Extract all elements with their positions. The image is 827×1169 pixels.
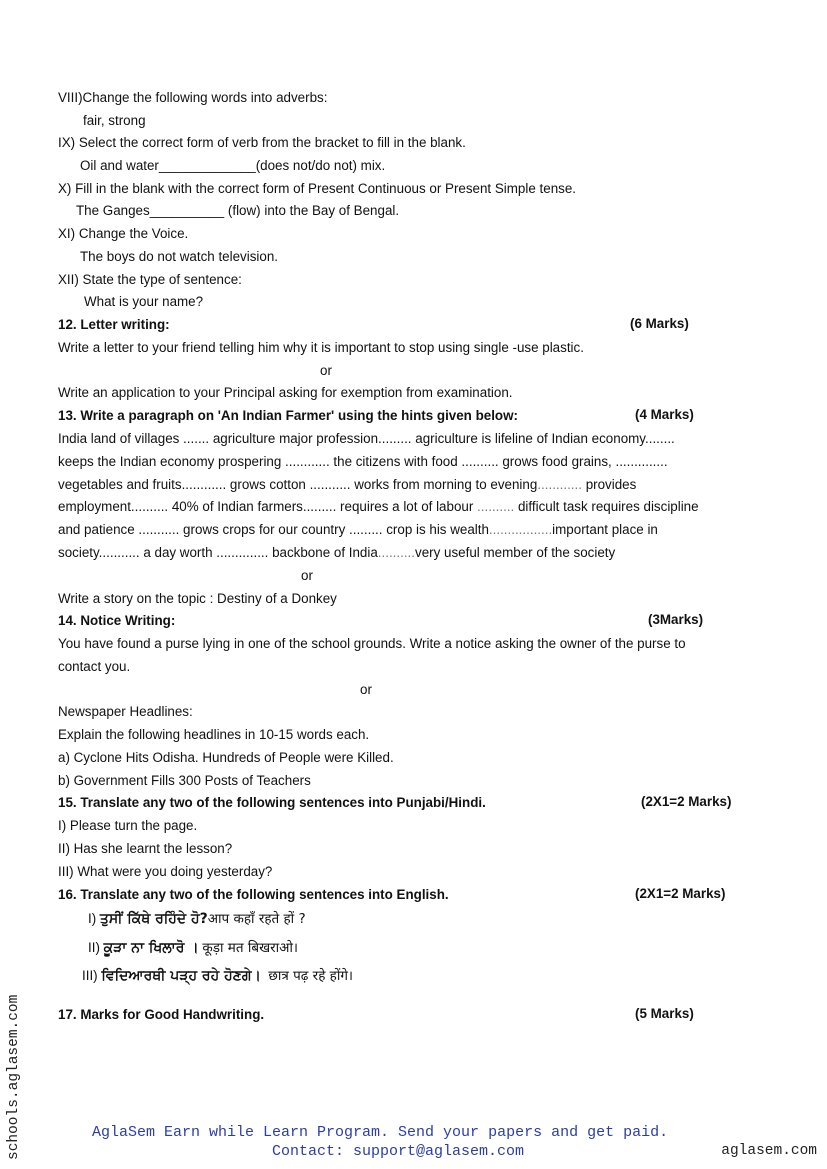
q16-sentence-2-number: II) [88,940,100,955]
q16-sentence-2-punjabi: ਕੂੜਾ ਨਾ ਖਿਲਾਰੋ । [103,940,199,956]
q13-hint-line-3-dots: ............ [537,477,582,492]
q14-heading: 14. Notice Writing: [58,613,176,628]
q13-heading: 13. Write a paragraph on 'An Indian Farmer' using the hints given below: [58,408,518,423]
q12-option-2: Write an application to your Principal asking for exemption from examination. [58,385,513,400]
q13-hint-line-6 [58,544,615,562]
q16-sentence-3 [82,967,353,985]
q11-xii-label: XII) State the type of sentence: [58,272,242,287]
q11-x-sentence: The Ganges__________ (flow) into the Bay of Bengal. [76,203,400,218]
q14-headline-b: b) Government Fills 300 Posts of Teachers [58,773,311,788]
q13-hint-line-5-text: and patience ........... grows crops for our country ......... crop is his wealth [58,522,489,537]
side-watermark: schools.aglasem.com [6,994,22,1160]
q16-sentence-3-punjabi: ਵਿਦਿਆਰਥੀ ਪੜ੍ਹ ਰਹੇ ਹੋਣਗੇ। [101,968,261,984]
q14-notice-line-2: contact you. [58,659,131,674]
q16-sentence-2 [88,939,298,957]
q15-sentence-2: II) Has she learnt the lesson? [58,841,233,856]
q13-hint-line-2: keeps the Indian economy prospering ............ the citizens with food .......... grows food grains, .............. [58,454,668,469]
q13-hint-line-6-end: very useful member of the society [415,545,616,560]
q13-hint-line-4-text: employment.......... 40% of Indian farmers......... requires a lot of labour [58,499,478,514]
q16-sentence-1-punjabi: ਤੁਸੀਂ ਕਿੱਥੇ ਰਹਿੰਦੇ ਹੋ? [99,911,208,927]
q13-marks: (4 Marks) [635,407,694,422]
q16-sentence-2-hindi: कूड़ा मत बिखराओ। [202,940,299,956]
q16-sentence-1 [88,910,306,928]
q13-hint-line-4-end: difficult task requires discipline [514,499,699,514]
q13-hint-line-4-dots: .......... [477,499,515,514]
q15-sentence-1: I) Please turn the page. [58,818,198,833]
q11-viii-label: VIII)Change the following words into adverbs: [58,90,328,105]
q11-x-label: X) Fill in the blank with the correct form of Present Continuous or Present Simple tense. [58,181,577,196]
q16-sentence-3-number: III) [82,968,98,983]
q13-hint-line-1: India land of villages ....... agriculture major profession......... agriculture is lifeline of Indian economy........ [58,431,675,446]
q14-or: or [360,682,372,697]
q13-hint-line-3-text: vegetables and fruits............ grows cotton ........... works from morning to evening [58,477,538,492]
q17-marks: (5 Marks) [635,1006,694,1021]
q11-xi-sentence: The boys do not watch television. [80,249,278,264]
q11-ix-sentence: Oil and water_____________(does not/do not) mix. [80,158,386,173]
q12-heading: 12. Letter writing: [58,317,170,332]
q14-newspaper-heading: Newspaper Headlines: [58,704,193,719]
q15-sentence-3: III) What were you doing yesterday? [58,864,273,879]
q14-notice-line-1: You have found a purse lying in one of the school grounds. Write a notice asking the owner of the purse to [58,636,686,651]
q11-xii-sentence: What is your name? [84,294,204,309]
q12-or: or [320,363,332,378]
q16-marks: (2X1=2 Marks) [635,886,726,901]
q13-hint-line-5 [58,521,658,539]
q13-hint-line-6-text: society........... a day worth .............. backbone of India [58,545,378,560]
q13-option-2: Write a story on the topic : Destiny of a Donkey [58,591,337,606]
q14-headline-a: a) Cyclone Hits Odisha. Hundreds of People were Killed. [58,750,394,765]
q16-sentence-1-hindi: आप कहाँ रहते हों ? [207,911,306,927]
q12-marks: (6 Marks) [630,316,689,331]
q14-marks: (3Marks) [648,612,704,627]
q13-hint-line-3-end: provides [581,477,637,492]
q15-marks: (2X1=2 Marks) [641,794,732,809]
q13-hint-line-5-end: important place in [552,522,658,537]
corner-watermark: aglasem.com [721,1143,817,1159]
q17-heading: 17. Marks for Good Handwriting. [58,1007,265,1022]
q16-sentence-3-hindi: छात्र पढ़ रहे होंगे। [268,968,354,984]
footer-contact[interactable]: Contact: support@aglasem.com [272,1143,525,1160]
q13-hint-line-5-dots: ................. [488,522,553,537]
q12-option-1: Write a letter to your friend telling him why it is important to stop using single -use plastic. [58,340,584,355]
q13-hint-line-3 [58,476,636,494]
q13-hint-line-6-dots: .......... [377,545,416,560]
q14-explain: Explain the following headlines in 10-15 words each. [58,727,370,742]
q13-hint-line-4 [58,498,699,516]
q13-or: or [301,568,313,583]
q16-heading: 16. Translate any two of the following sentences into English. [58,887,449,902]
q11-viii-words: fair, strong [83,113,146,128]
q11-xi-label: XI) Change the Voice. [58,226,189,241]
q16-sentence-1-number: I) [88,911,97,926]
q15-heading: 15. Translate any two of the following sentences into Punjabi/Hindi. [58,795,486,810]
footer-promo: AglaSem Earn while Learn Program. Send your papers and get paid. [92,1124,669,1141]
q11-ix-label: IX) Select the correct form of verb from the bracket to fill in the blank. [58,135,466,150]
